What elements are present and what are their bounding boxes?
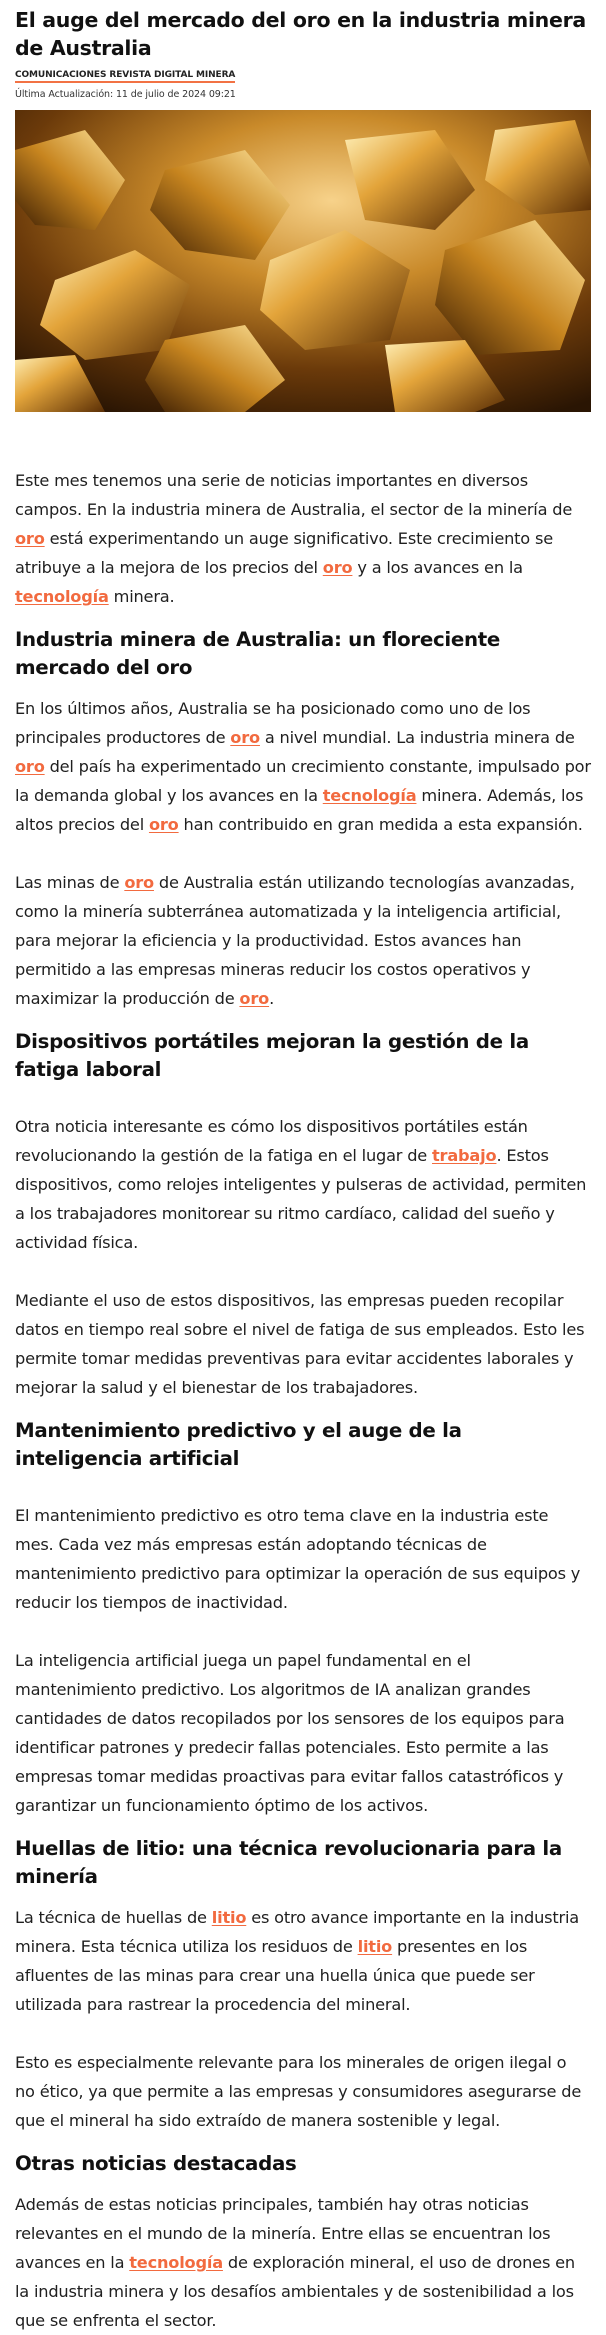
article-title: El auge del mercado del oro en la industria minera de Australia — [15, 8, 586, 60]
link-oro[interactable]: oro — [230, 728, 260, 747]
paragraph: Además de estas noticias principales, también hay otras noticias relevantes en el mundo de la minería. Entre ellas se encuentran los avances en la tecnología de exploración mineral, el uso de drones en la industria minera y los desafíos ambientales y de sostenibilidad a los que se enfrenta el sector. — [15, 2195, 575, 2330]
link-oro[interactable]: oro — [124, 873, 154, 892]
link-oro[interactable]: oro — [239, 989, 270, 1008]
section-heading: Industria minera de Australia: un floreciente mercado del oro — [15, 628, 501, 679]
intro-paragraph: Este mes tenemos una serie de noticias importantes en diversos campos. En la industria minera de Australia, el sector de la minería de oro está experimentando un auge significativo. Este crecimiento se atribuye a la mejora de los precios del oro y a los avances en la tecnología minera. — [15, 471, 573, 606]
gold-nuggets-image — [15, 110, 591, 412]
link-litio[interactable]: litio — [211, 1908, 247, 1927]
author-link[interactable]: COMUNICACIONES REVISTA DIGITAL MINERA — [15, 70, 235, 83]
updated-value: 11 de julio de 2024 09:21 — [115, 89, 236, 100]
section-heading: Mantenimiento predictivo y el auge de la inteligencia artificial — [15, 1419, 462, 1470]
link-oro[interactable]: oro — [15, 529, 45, 548]
link-oro[interactable]: oro — [15, 757, 45, 776]
paragraph: Mediante el uso de estos dispositivos, las empresas pueden recopilar datos en tiempo real sobre el nivel de fatiga de sus empleados. Esto les permite tomar medidas preventivas para evitar accidentes laborales y mejorar la salud y el bienestar de los trabajadores. — [15, 1291, 585, 1397]
link-tecnologia[interactable]: tecnología — [322, 786, 417, 805]
paragraph: La técnica de huellas de litio es otro avance importante en la industria minera. Esta técnica utiliza los residuos de litio presentes en los afluentes de las minas para crear una huella única que puede ser utilizada para rastrear la procedencia del mineral. — [15, 1908, 579, 2014]
updated-label: Última Actualización: — [15, 89, 114, 100]
article-body — [15, 466, 591, 2335]
link-oro[interactable]: oro — [148, 815, 179, 834]
link-litio[interactable]: litio — [357, 1937, 393, 1956]
link-tecnologia[interactable]: tecnología — [129, 2253, 223, 2272]
last-updated — [15, 89, 591, 100]
paragraph: La inteligencia artificial juega un papel fundamental en el mantenimiento predictivo. Los algoritmos de IA analizan grandes cantidades de datos recopilados por los sensores de los equipos para identificar patrones y predecir fallas potenciales. Esto permite a las empresas tomar medidas proactivas para evitar fallos catastróficos y garantizar un funcionamiento óptimo de los activos. — [15, 1651, 565, 1815]
paragraph: Las minas de oro de Australia están utilizando tecnologías avanzadas, como la minería subterránea automatizada y la inteligencia artificial, para mejorar la eficiencia y la productividad. Estos avances han permitido a las empresas mineras reducir los costos operativos y maximizar la producción de oro. — [15, 873, 575, 1008]
link-oro[interactable]: oro — [322, 558, 353, 577]
paragraph: En los últimos años, Australia se ha posicionado como uno de los principales productores de oro a nivel mundial. La industria minera de oro del país ha experimentado un crecimiento constante, impulsado por la demanda global y los avances en la tecnología minera. Además, los altos precios del oro han contribuido en gran medida a esta expansión. — [15, 699, 591, 834]
section-heading: Dispositivos portátiles mejoran la gestión de la fatiga laboral — [15, 1030, 529, 1081]
link-tecnologia[interactable]: tecnología — [15, 587, 109, 606]
section-heading: Huellas de litio: una técnica revolucionaria para la minería — [15, 1837, 562, 1888]
link-trabajo[interactable]: trabajo — [432, 1146, 497, 1165]
paragraph: El mantenimiento predictivo es otro tema clave en la industria este mes. Cada vez más empresas están adoptando técnicas de mantenimiento predictivo para optimizar la operación de sus equipos y reducir los tiempos de inactividad. — [15, 1506, 581, 1612]
paragraph: Otra noticia interesante es cómo los dispositivos portátiles están revolucionando la gestión de la fatiga en el lugar de trabajo. Estos dispositivos, como relojes inteligentes y pulseras de actividad, permiten a los trabajadores monitorear su ritmo cardíaco, calidad del sueño y actividad física. — [15, 1117, 587, 1252]
paragraph: Esto es especialmente relevante para los minerales de origen ilegal o no ético, ya que permite a las empresas y consumidores asegurarse de que el mineral ha sido extraído de manera sostenible y legal. — [15, 2053, 582, 2130]
section-heading: Otras noticias destacadas — [15, 2152, 297, 2175]
